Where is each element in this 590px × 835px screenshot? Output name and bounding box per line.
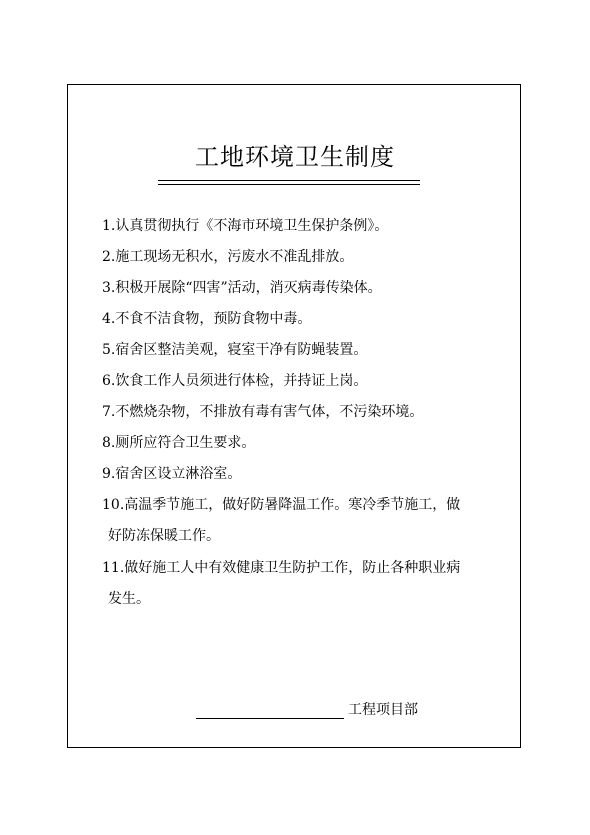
rule-text: 不燃烧杂物，不排放有毒有害气体，不污染环境。 [115, 404, 424, 420]
rule-text: 施工现场无积水，污废水不准乱排放。 [115, 249, 354, 265]
rule-number: 2. [102, 249, 116, 265]
rule-number: 3. [102, 280, 116, 296]
signature-label: 工程项目部 [348, 702, 418, 718]
rule-text: 不食不洁食物，预防食物中毒。 [115, 311, 312, 327]
rule-number: 11. [102, 560, 125, 576]
rule-item-10 [102, 490, 506, 552]
rule-text: 宿舍区设立淋浴室。 [115, 466, 242, 482]
rule-item-11 [102, 553, 506, 615]
rule-text-continued: 好防冻保暖工作。 [108, 528, 220, 544]
rule-number: 8. [102, 435, 116, 451]
signature-line [196, 718, 344, 719]
rule-text: 饮食工作人员须进行体检，并持证上岗。 [115, 373, 368, 389]
rule-number: 9. [102, 466, 116, 482]
rule-item-8 [102, 433, 506, 453]
rule-text-continued: 发生。 [108, 591, 150, 607]
rules-list [102, 216, 506, 621]
rule-text: 做好施工人中有效健康卫生防护工作，防止各种职业病 [124, 560, 461, 576]
rule-number: 7. [102, 404, 116, 420]
rule-item-3 [102, 278, 506, 298]
rule-number: 5. [102, 342, 116, 358]
rule-item-5 [102, 340, 506, 360]
rule-text: 厕所应符合卫生要求。 [115, 435, 256, 451]
rule-number: 4. [102, 311, 116, 327]
rule-number: 6. [102, 373, 116, 389]
rule-item-6 [102, 371, 506, 391]
rule-text: 宿舍区整洁美观，寝室干净有防蝇装置。 [115, 342, 368, 358]
rule-text: 高温季节施工，做好防暑降温工作。寒冷季节施工，做 [124, 497, 461, 513]
rule-item-1 [102, 216, 506, 236]
rule-text: 积极开展除“四害”活动，消灭病毒传染体。 [115, 280, 382, 296]
rule-number: 10. [102, 497, 125, 513]
document-title: 工地环境卫生制度 [195, 143, 395, 171]
rule-item-2 [102, 247, 506, 267]
title-underline-top [158, 180, 420, 181]
rule-number: 1. [102, 218, 116, 234]
title-underline-bottom [158, 184, 420, 185]
rule-item-4 [102, 309, 506, 329]
rule-item-7 [102, 402, 506, 422]
rule-text: 认真贯彻执行《不海市环境卫生保护条例》。 [115, 218, 389, 234]
rule-item-9 [102, 464, 506, 484]
